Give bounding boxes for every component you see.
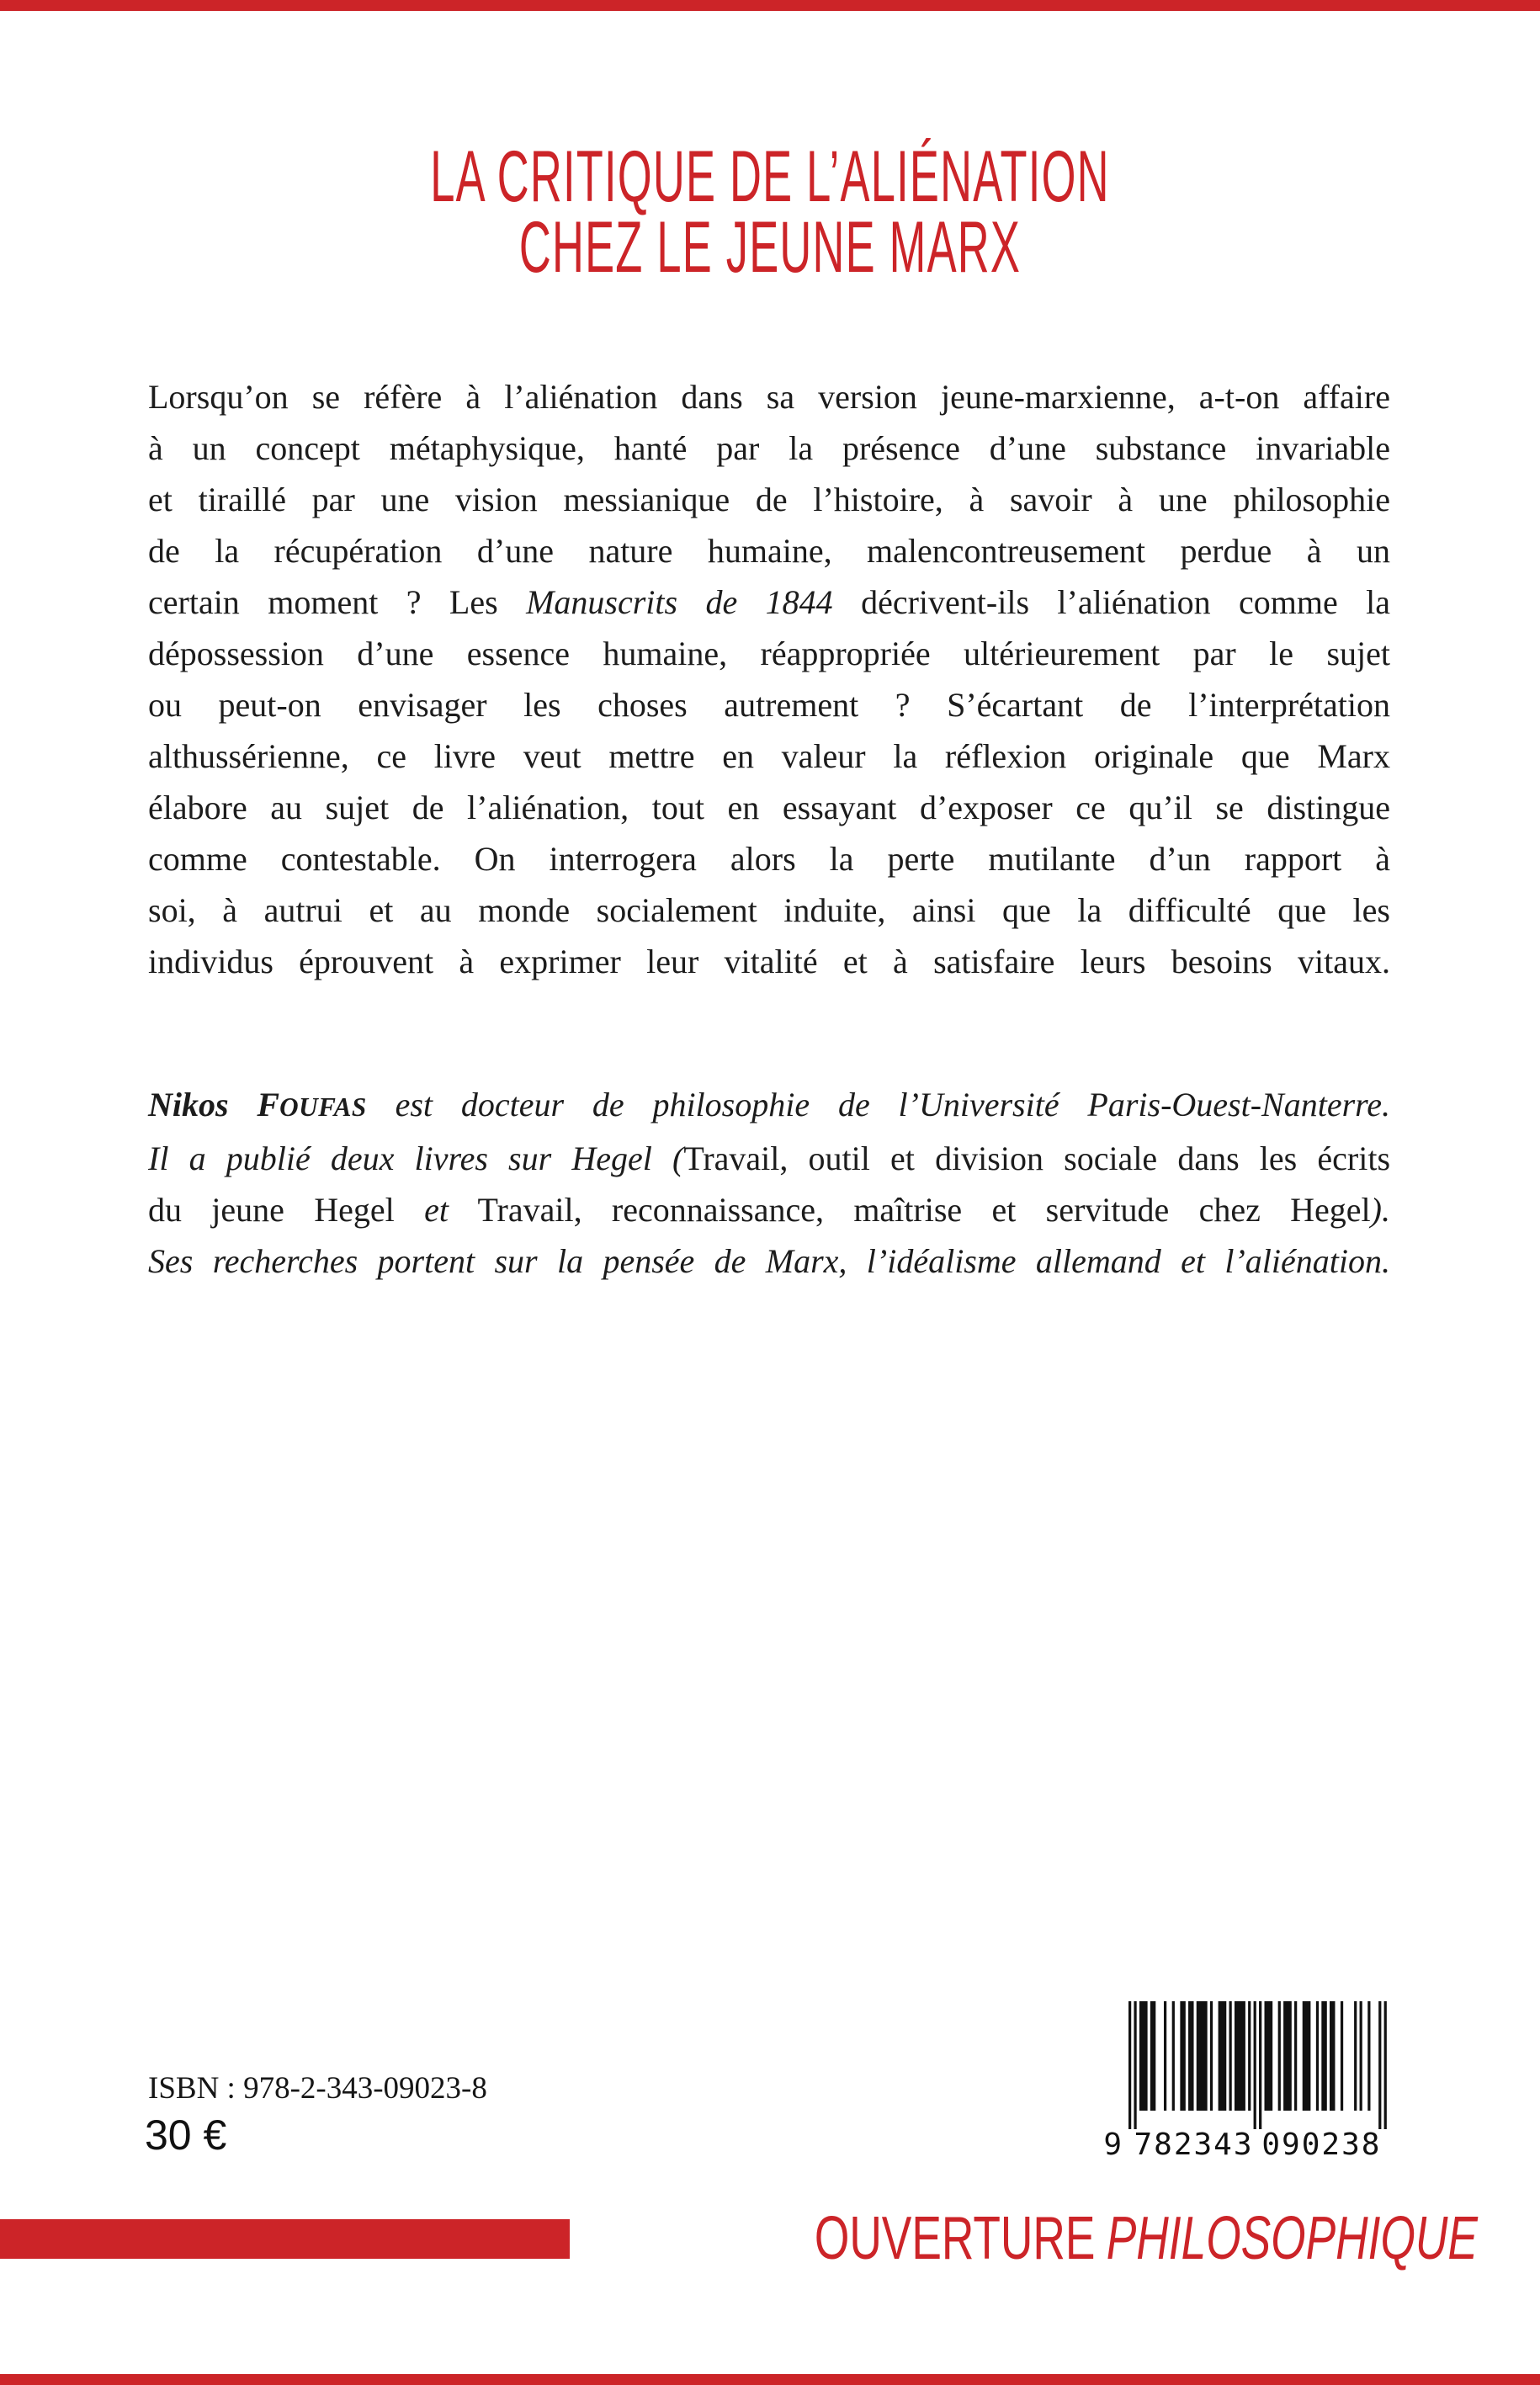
title-line-1: LA CRITIQUE DE L’ALIÉNATION [430,136,1110,217]
barcode-bar [1180,2001,1185,2111]
text-segment: ). [1370,1191,1390,1229]
text-line [148,422,1390,474]
text-segment: et tiraillé par une vision messianique de l’histoire, à savoir à une philosophie [148,481,1390,518]
barcode-bar [1150,2001,1155,2111]
collection-name [814,2205,1478,2272]
svg-text:090238: 090238 [1261,2127,1382,2162]
barcode-bar [1139,2001,1148,2111]
bottom-red-band [0,2374,1540,2385]
text-segment: individus éprouvent à exprimer leur vitalité et à satisfaire leurs besoins vitaux. [148,943,1390,980]
collection-red-bar [0,2219,570,2259]
barcode-bar [1197,2001,1208,2111]
text-segment: OUFAS [279,1092,367,1122]
barcode-bars [1128,2001,1387,2129]
title-line-2: CHEZ LE JEUNE MARX [518,207,1022,288]
text-segment: est docteur de philosophie de l’Université Paris-Ouest-Nanterre. [366,1086,1391,1123]
text-segment: Travail, outil et division sociale dans les écrits [683,1139,1391,1177]
text-line [148,782,1390,833]
text-segment: soi, à autrui et au monde socialement induite, ainsi que la difficulté que les [148,891,1390,929]
text-line [148,884,1390,936]
collection-word-ouverture: OUVERTURE [814,2205,1096,2272]
barcode-bar [1164,2001,1166,2111]
barcode-bar [1248,2001,1251,2111]
text-segment: élabore au sujet de l’aliénation, tout en essayant d’exposer ce qu’il se distingue [148,789,1390,826]
barcode-bar [1321,2001,1326,2111]
barcode-bar [1210,2001,1213,2111]
svg-text:9: 9 [1103,2127,1123,2162]
text-segment: Manuscrits de 1844 [526,583,833,621]
text-segment: Nikos F [148,1086,280,1123]
text-segment: ou peut-on envisager les choses autrement ? S’écartant de l’interprétation [148,686,1390,724]
text-line [148,1133,1390,1184]
synopsis-paragraph [148,371,1390,987]
barcode-bar [1367,2001,1370,2111]
text-line [148,1079,1390,1133]
text-segment: althussérienne, ce livre veut mettre en valeur la réflexion originale que Marx [148,737,1390,775]
barcode-bar [1294,2001,1297,2111]
text-segment: et [424,1191,449,1229]
barcode-bar [1219,2001,1227,2111]
text-segment: à un concept métaphysique, hanté par la présence d’une substance invariable [148,429,1390,467]
barcode-bar [1330,2001,1335,2111]
text-line [148,1235,1390,1287]
svg-text:782343: 782343 [1134,2127,1254,2162]
barcode-bar [1259,2001,1261,2129]
barcode-bar [1384,2001,1387,2129]
text-segment: dépossession d’une essence humaine, réappropriée ultérieurement par le sujet [148,635,1390,672]
text-segment: du jeune Hegel [148,1191,425,1229]
collection-word-philosophique: PHILOSOPHIQUE [1106,2205,1478,2272]
text-segment: comme contestable. On interrogera alors la perte mutilante d’un rapport à [148,840,1390,878]
barcode-bar [1283,2001,1292,2111]
barcode-bar [1235,2001,1245,2111]
barcode-bar [1341,2001,1343,2111]
text-segment: de la récupération d’une nature humaine, malencontreusement perdue à un [148,532,1390,570]
text-line [148,525,1390,576]
text-segment: Travail, reconnaissance, maîtrise et servitude chez Hegel [448,1191,1371,1229]
text-line [148,936,1390,987]
barcode-digits [1103,2127,1381,2162]
text-line [148,679,1390,730]
isbn-label: ISBN : 978-2-343-09023-8 [148,2071,487,2106]
text-segment: Il a publié deux livres sur Hegel ( [148,1139,684,1177]
text-line [148,833,1390,884]
barcode-bar [1172,2001,1175,2111]
barcode-bar [1360,2001,1362,2111]
text-segment: Lorsqu’on se réfère à l’aliénation dans sa version jeune-marxienne, a-t-on affaire [148,378,1390,416]
barcode-bar [1254,2001,1256,2129]
book-title [0,136,1540,288]
barcode-bar [1354,2001,1357,2111]
barcode-bar [1188,2001,1193,2111]
text-segment: certain moment ? Les [148,583,527,621]
price-label: 30 € [145,2111,227,2159]
text-line [148,628,1390,679]
text-line [148,371,1390,422]
text-segment: décrivent-ils l’aliénation comme la [832,583,1390,621]
barcode-bar [1303,2001,1311,2111]
barcode-bar [1128,2001,1131,2129]
barcode-bar [1134,2001,1136,2129]
text-segment: Ses recherches portent sur la pensée de Marx, l’idéalisme allemand et l’aliénation. [148,1242,1390,1280]
barcode-bar [1378,2001,1381,2129]
author-bio-paragraph [148,1079,1390,1287]
barcode-bar [1265,2001,1273,2111]
text-line [148,1184,1390,1235]
top-red-band [0,0,1540,11]
text-line [148,576,1390,628]
barcode-bar [1316,2001,1319,2111]
text-line [148,474,1390,525]
barcode-bar [1278,2001,1281,2111]
barcode-bar [1229,2001,1232,2111]
ean13-barcode [1103,2001,1387,2162]
text-line [148,730,1390,782]
